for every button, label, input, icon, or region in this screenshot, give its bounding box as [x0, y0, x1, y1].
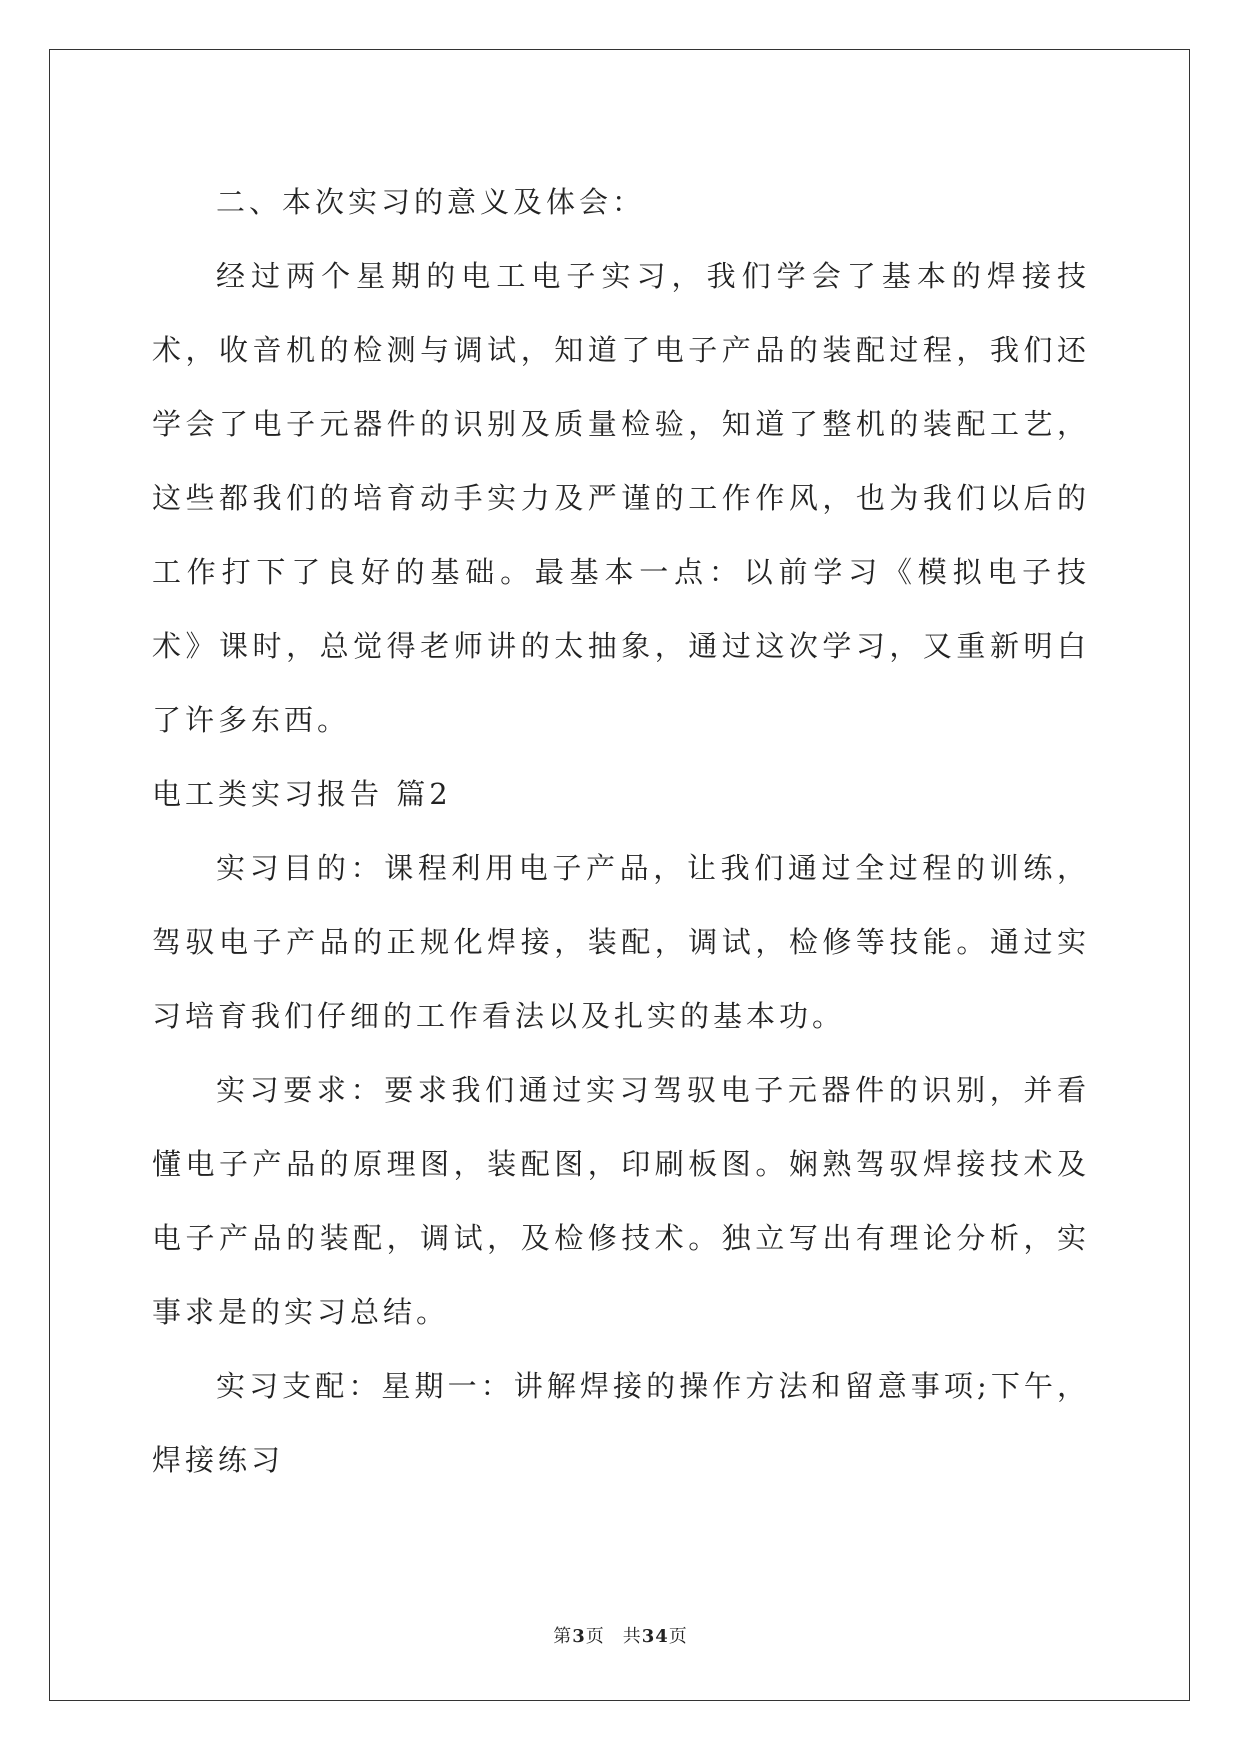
- document-body: [152, 165, 1090, 1497]
- paragraph-schedule: 实习支配：星期一：讲解焊接的操作方法和留意事项;下午，焊接练习: [152, 1369, 1090, 1477]
- page-footer: [0, 1622, 1241, 1648]
- page-prefix: 第: [553, 1626, 573, 1647]
- paragraph-purpose: 实习目的：课程利用电子产品，让我们通过全过程的训练，驾驭电子产品的正规化焊接，装配，调试，检修等技能。通过实习培育我们仔细的工作看法以及扎实的基本功。: [152, 851, 1090, 1033]
- page-current: 3: [572, 1626, 586, 1647]
- section-title: 电工类实习报告 篇2: [152, 777, 452, 811]
- page-total: 34: [641, 1626, 669, 1647]
- page-mid: 页: [585, 1626, 605, 1647]
- total-prefix: 共: [622, 1626, 642, 1647]
- paragraph-requirements: 实习要求：要求我们通过实习驾驭电子元器件的识别，并看懂电子产品的原理图，装配图，印刷板图。娴熟驾驭焊接技术及电子产品的装配，调试，及检修技术。独立写出有理论分析，实事求是的实习总结。: [152, 1073, 1090, 1329]
- paragraph-significance-heading: 二、本次实习的意义及体会：: [216, 185, 646, 219]
- paragraph-experience: 经过两个星期的电工电子实习，我们学会了基本的焊接技术，收音机的检测与调试，知道了电子产品的装配过程，我们还学会了电子元器件的识别及质量检验，知道了整机的装配工艺，这些都我们的培育动手实力及严谨的工作作风，也为我们以后的工作打下了良好的基础。最基本一点：以前学习《模拟电子技术》课时，总觉得老师讲的太抽象，通过这次学习，又重新明白了许多东西。: [152, 259, 1090, 737]
- total-suffix: 页: [668, 1626, 688, 1647]
